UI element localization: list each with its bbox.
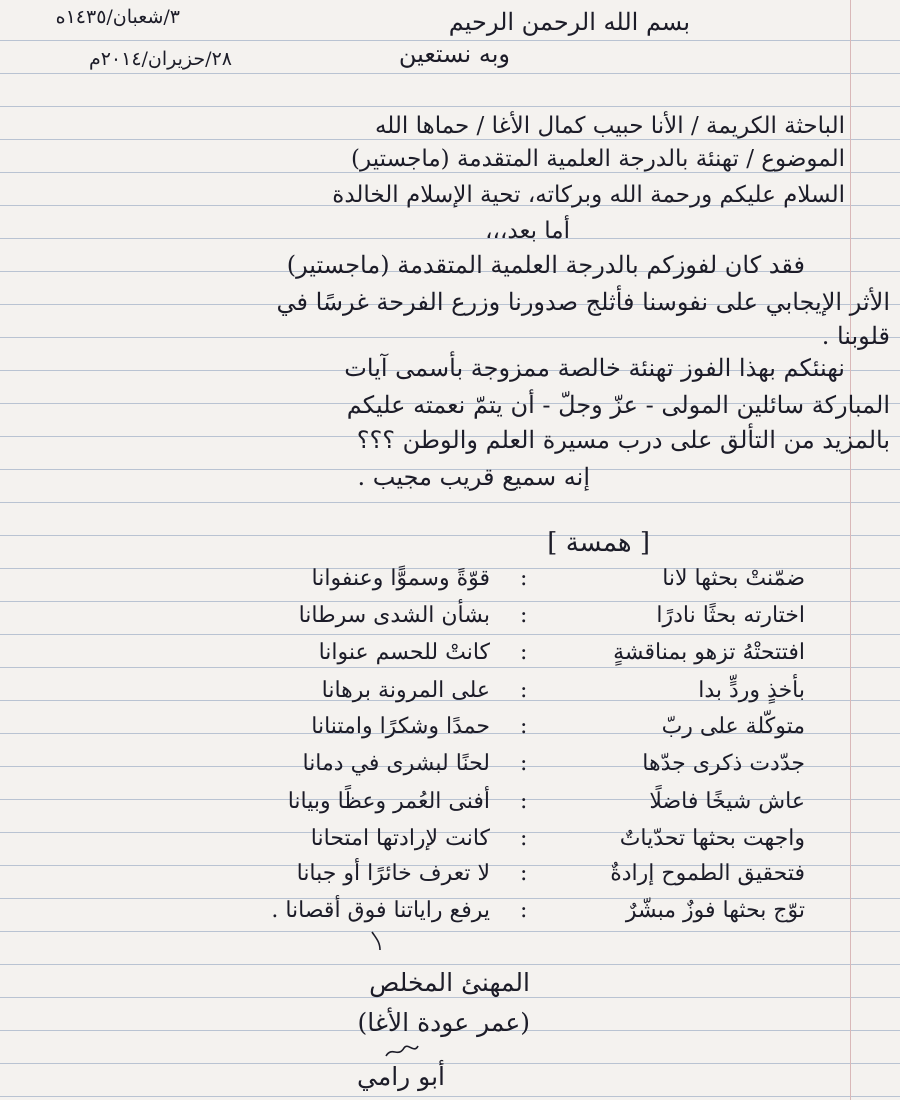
verse-separator: : xyxy=(520,640,528,665)
verse-second-half: يرفع راياتنا فوق أقصانا . xyxy=(271,898,490,923)
verse-separator: : xyxy=(520,714,528,739)
verse-separator: : xyxy=(520,566,528,591)
margin-line xyxy=(850,0,851,1100)
verse-separator: : xyxy=(520,898,528,923)
signature-name: (عمر عودة الأغا) xyxy=(357,1008,530,1037)
date-gregorian: ٢٨/حزيران/٢٠١٤م xyxy=(88,48,232,70)
verse-second-half: كانت لإرادتها امتحانا xyxy=(310,826,490,851)
verse-second-half: على المرونة برهانا xyxy=(321,678,490,703)
signature-flourish xyxy=(382,1040,422,1062)
verse-first-half: جدّدت ذكرى جدّها xyxy=(642,751,805,776)
date-hijri: ٣/شعبان/١٤٣٥ه xyxy=(55,6,180,28)
verse-second-half: قوّةً وسموًّا وعنفوانا xyxy=(311,566,490,591)
pen-stroke-mark xyxy=(366,928,390,954)
verse-second-half: لحنًا لبشرى في دمانا xyxy=(302,751,490,776)
verse-second-half: كانتْ للحسم عنوانا xyxy=(318,640,490,665)
opening-line: أما بعد،،، xyxy=(485,218,570,244)
verse-first-half: ضمّنتْ بحثها لانا xyxy=(662,566,805,591)
verse-first-half: بأخذٍ وردٍّ بدا xyxy=(698,678,805,703)
body-line: إنه سميع قريب مجيب . xyxy=(357,463,590,491)
body-line: بالمزيد من التألق على درب مسيرة العلم والوطن ؟؟؟ xyxy=(356,426,890,454)
body-line: المباركة سائلين المولى - عزّ وجلّ - أن يتمّ نعمته عليكم xyxy=(346,391,890,419)
signature-nickname: أبو رامي xyxy=(356,1062,445,1091)
verse-separator: : xyxy=(520,861,528,886)
verse-first-half: افتتحتْهُ تزهو بمناقشةٍ xyxy=(613,640,805,665)
verse-second-half: لا تعرف خائرًا أو جبانا xyxy=(296,861,490,886)
body-line: قلوبنا . xyxy=(821,322,890,350)
body-line: الأثر الإيجابي على نفوسنا فأثلج صدورنا وزرع الفرحة غرسًا في xyxy=(276,288,890,316)
verse-separator: : xyxy=(520,603,528,628)
verse-separator: : xyxy=(520,789,528,814)
verse-first-half: فتحقيق الطموح إرادةٌ xyxy=(610,861,805,886)
verse-separator: : xyxy=(520,678,528,703)
verse-first-half: واجهت بحثها تحدّياتٌ xyxy=(619,826,805,851)
verse-first-half: عاش شيخًا فاضلًا xyxy=(649,789,805,814)
verse-first-half: توّج بحثها فوزٌ مبشّرٌ xyxy=(625,898,805,923)
verse-second-half: أفنى العُمر وعظًا وبيانا xyxy=(287,789,490,814)
verse-first-half: اختارته بحثًا نادرًا xyxy=(656,603,805,628)
verse-separator: : xyxy=(520,751,528,776)
body-line: نهنئكم بهذا الفوز تهنئة خالصة ممزوجة بأسمى آيات xyxy=(344,354,845,382)
verse-first-half: متوكّلة على ربّ xyxy=(661,714,805,739)
bismillah: بسم الله الرحمن الرحيم xyxy=(448,8,690,36)
poem-title: [ همسة ] xyxy=(547,528,650,558)
body-line: فقد كان لفوزكم بالدرجة العلمية المتقدمة (ماجستير) xyxy=(286,251,805,279)
greeting-line: السلام عليكم ورحمة الله وبركاته، تحية الإسلام الخالدة xyxy=(332,182,845,208)
subject-line: الموضوع / تهنئة بالدرجة العلمية المتقدمة (ماجستير) xyxy=(351,146,845,172)
recipient-line: الباحثة الكريمة / الأنا حبيب كمال الأغا / حماها الله xyxy=(374,113,845,139)
invocation: وبه نستعين xyxy=(398,40,510,68)
signature-title: المهنئ المخلص xyxy=(369,968,530,997)
verse-second-half: حمدًا وشكرًا وامتنانا xyxy=(311,714,490,739)
verse-separator: : xyxy=(520,826,528,851)
verse-second-half: بشأن الشدى سرطانا xyxy=(298,603,490,628)
